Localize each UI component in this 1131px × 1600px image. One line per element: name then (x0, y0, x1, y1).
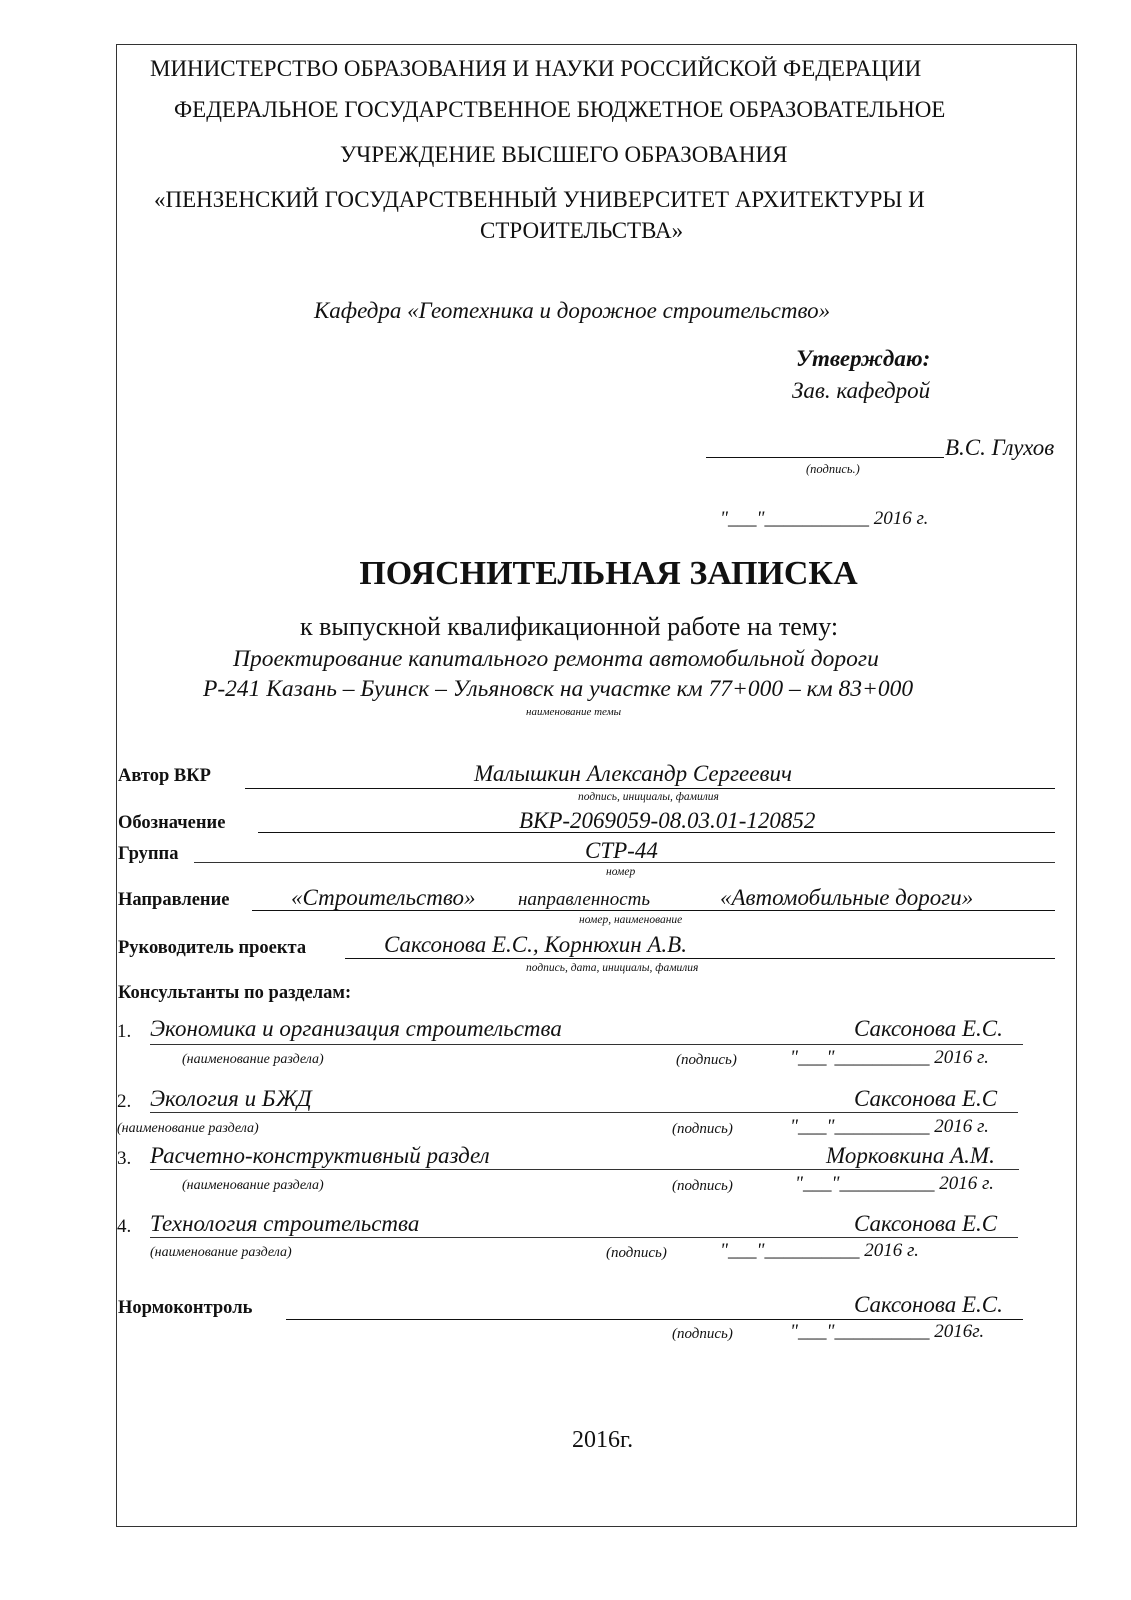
group-value: СТР-44 (585, 838, 658, 863)
section-caption: (наименование раздела) (117, 1121, 259, 1136)
consultant-section: Экономика и организация строительства (150, 1016, 562, 1041)
consultant-date: "___"__________ 2016 г. (795, 1173, 994, 1194)
consultant-line (150, 1169, 1019, 1170)
consultant-number: 3. (117, 1148, 132, 1169)
topic-caption: наименование темы (526, 706, 622, 718)
approval-signer: В.С. Глухов (945, 435, 1055, 460)
consultant-number: 2. (117, 1091, 132, 1112)
group-label: Группа (118, 844, 179, 864)
consultant-number: 4. (117, 1216, 132, 1237)
direction-profile: «Автомобильные дороги» (720, 885, 974, 910)
approval-date: "___"___________ 2016 г. (720, 508, 929, 529)
document-title: ПОЯСНИТЕЛЬНАЯ ЗАПИСКА (359, 555, 858, 592)
consultant-line (150, 1112, 1018, 1113)
normcontrol-name: Саксонова Е.С. (854, 1292, 1003, 1317)
normcontrol-signature-caption: (подпись) (672, 1326, 733, 1342)
consultant-date: "___"__________ 2016 г. (790, 1047, 989, 1068)
section-caption: (наименование раздела) (150, 1245, 292, 1260)
signature-caption: (подпись) (672, 1178, 733, 1194)
consultant-name: Саксонова Е.С. (854, 1016, 1003, 1041)
approval-signature-caption: (подпись.) (806, 462, 860, 476)
consultant-section: Расчетно-конструктивный раздел (150, 1143, 490, 1168)
consultant-name: Саксонова Е.С (854, 1211, 998, 1236)
signature-caption: (подпись) (672, 1121, 733, 1137)
direction-label: Направление (118, 890, 230, 910)
author-line (245, 788, 1055, 789)
topic-line-2: Р-241 Казань – Буинск – Ульяновск на участке км 77+000 – км 83+000 (203, 676, 914, 702)
topic-line-1: Проектирование капитального ремонта автомобильной дороги (233, 646, 879, 672)
consultant-date: "___"__________ 2016 г. (720, 1240, 919, 1261)
designation-value: ВКР-2069059-08.03.01-120852 (519, 808, 816, 833)
author-label: Автор ВКР (118, 766, 211, 786)
institution-level-line: УЧРЕЖДЕНИЕ ВЫСШЕГО ОБРАЗОВАНИЯ (340, 142, 788, 167)
author-caption: подпись, инициалы, фамилия (578, 791, 719, 803)
document-subtitle: к выпускной квалификационной работе на тему: (300, 612, 839, 641)
normcontrol-line (286, 1319, 1023, 1320)
group-caption: номер (606, 866, 636, 878)
consultant-number: 1. (117, 1021, 132, 1042)
section-caption: (наименование раздела) (182, 1178, 324, 1193)
normcontrol-date: "___"__________ 2016г. (790, 1321, 985, 1342)
consultant-line (150, 1044, 1023, 1045)
approval-position: Зав. кафедрой (792, 378, 931, 403)
university-line-1: «ПЕНЗЕНСКИЙ ГОСУДАРСТВЕННЫЙ УНИВЕРСИТЕТ АРХИТЕКТУРЫ И (154, 187, 925, 212)
author-value: Малышкин Александр Сергеевич (474, 761, 792, 786)
direction-mid: направленность (518, 889, 651, 910)
approval-title: Утверждаю: (796, 346, 931, 371)
supervisor-label: Руководитель проекта (118, 938, 307, 958)
consultant-date: "___"__________ 2016 г. (790, 1116, 989, 1137)
consultants-label: Консультанты по разделам: (118, 983, 352, 1003)
consultant-section: Экология и БЖД (150, 1086, 312, 1111)
footer-year: 2016г. (572, 1427, 634, 1453)
ministry-line: МИНИСТЕРСТВО ОБРАЗОВАНИЯ И НАУКИ РОССИЙСКОЙ ФЕДЕРАЦИИ (150, 56, 922, 81)
signature-caption: (подпись) (606, 1245, 667, 1261)
direction-caption: номер, наименование (579, 914, 683, 926)
normcontrol-label: Нормоконтроль (118, 1298, 253, 1318)
department-line: Кафедра «Геотехника и дорожное строительство» (314, 298, 831, 323)
consultant-line (150, 1237, 1018, 1238)
supervisor-line (345, 958, 1055, 959)
supervisor-caption: подпись, дата, инициалы, фамилия (526, 962, 699, 974)
approval-signature-line (706, 457, 944, 458)
section-caption: (наименование раздела) (182, 1052, 324, 1067)
consultant-name: Морковкина А.М. (826, 1143, 995, 1168)
direction-value: «Строительство» (291, 885, 476, 910)
university-line-2: СТРОИТЕЛЬСТВА» (480, 218, 684, 243)
signature-caption: (подпись) (676, 1052, 737, 1068)
consultant-name: Саксонова Е.С (854, 1086, 998, 1111)
consultant-section: Технология строительства (150, 1211, 420, 1236)
institution-type-line: ФЕДЕРАЛЬНОЕ ГОСУДАРСТВЕННОЕ БЮДЖЕТНОЕ ОБРАЗОВАТЕЛЬНОЕ (174, 97, 946, 122)
supervisor-value: Саксонова Е.С., Корнюхин А.В. (384, 932, 687, 957)
designation-label: Обозначение (118, 813, 226, 833)
